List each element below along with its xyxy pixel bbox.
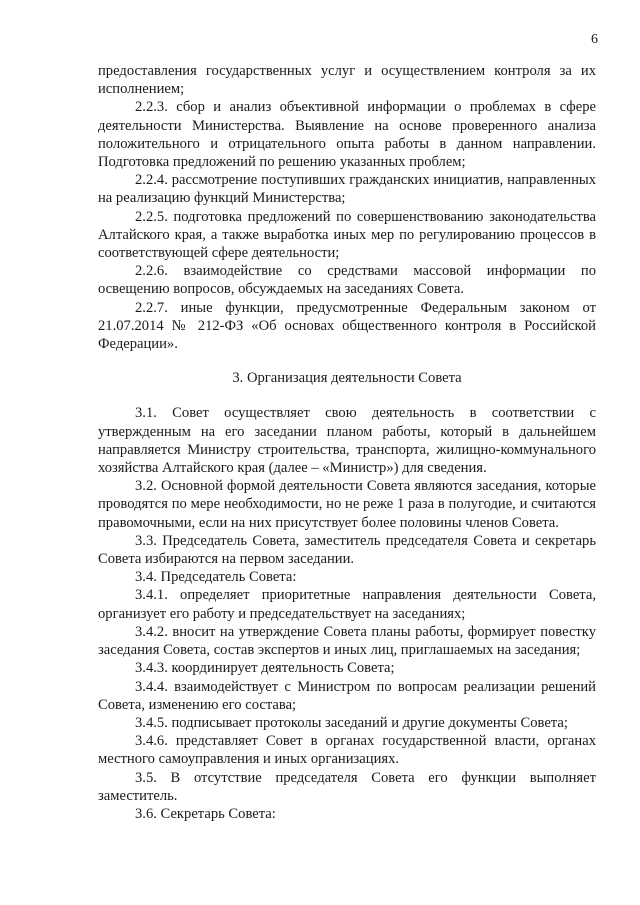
document-body — [98, 62, 596, 823]
paragraph: 2.2.5. подготовка предложений по совершенствованию законодательства Алтайского края, а также выработка иных мер по регулированию процессов в соответствующей сфере деятельности; — [98, 208, 596, 262]
paragraph: 3.5. В отсутствие председателя Совета его функции выполняет заместитель. — [98, 769, 596, 804]
paragraph: 3.4.6. представляет Совет в органах государственной власти, органах местного самоуправления и иных организациях. — [98, 733, 596, 768]
section-2-continuation — [98, 62, 596, 353]
section-heading: 3. Организация деятельности Совета — [232, 370, 462, 387]
paragraph: 3.4.4. взаимодействует с Министром по вопросам реализации решений Совета, изменению его состава; — [98, 678, 596, 713]
paragraph: 3.4.5. подписывает протоколы заседаний и другие документы Совета; — [135, 714, 568, 731]
paragraph: 3.4.1. определяет приоритетные направления деятельности Совета, организует его работу и председательствует на заседаниях; — [98, 587, 596, 622]
paragraph: 3.4.3. координирует деятельность Совета; — [135, 660, 395, 677]
paragraph: 3.2. Основной формой деятельности Совета являются заседания, которые проводятся по мере необходимости, но не реже 1 раза в полугодие, и считаются правомочными, если на них присутствует более половины членов Совета. — [98, 478, 596, 531]
paragraph: 3.4. Председатель Совета: — [135, 569, 297, 586]
paragraph: предоставления государственных услуг и осуществлением контроля за их исполнением; — [98, 63, 596, 98]
paragraph: 3.4.2. вносит на утверждение Совета планы работы, формирует повестку заседания Совета, состав экспертов и иных лиц, приглашаемых на заседания; — [98, 623, 596, 659]
paragraph: 2.2.3. сбор и анализ объективной информации о проблемах в сфере деятельности Министерства. Выявление на основе проверенного анализа положительного и отрицательного опыта работы в данном направлении. Подготовка предложений по решению указанных проблем; — [98, 99, 596, 171]
section-3 — [98, 404, 596, 823]
paragraph: 3.3. Председатель Совета, заместитель председателя Совета и секретарь Совета избираются на первом заседании. — [98, 532, 596, 568]
paragraph: 3.1. Совет осуществляет свою деятельность в соответствии с утвержденным на его заседании планом работы, который в дальнейшем направляется Министру строительства, транспорта, жилищно-коммунального хозяйства Алтайского края (далее – «Министр») для сведения. — [98, 405, 596, 477]
paragraph: 2.2.6. взаимодействие со средствами массовой информации по освещению вопросов, обсуждаемых на заседаниях Совета. — [98, 263, 596, 298]
paragraph: 2.2.7. иные функции, предусмотренные Федеральным законом от 21.07.2014 № 212-ФЗ «Об основах общественного контроля в Российской Федерации». — [98, 299, 596, 353]
paragraph: 2.2.4. рассмотрение поступивших гражданских инициатив, направленных на реализацию функций Министерства; — [98, 172, 596, 207]
paragraph: 3.6. Секретарь Совета: — [135, 805, 276, 822]
page-number: 6 — [591, 32, 598, 47]
